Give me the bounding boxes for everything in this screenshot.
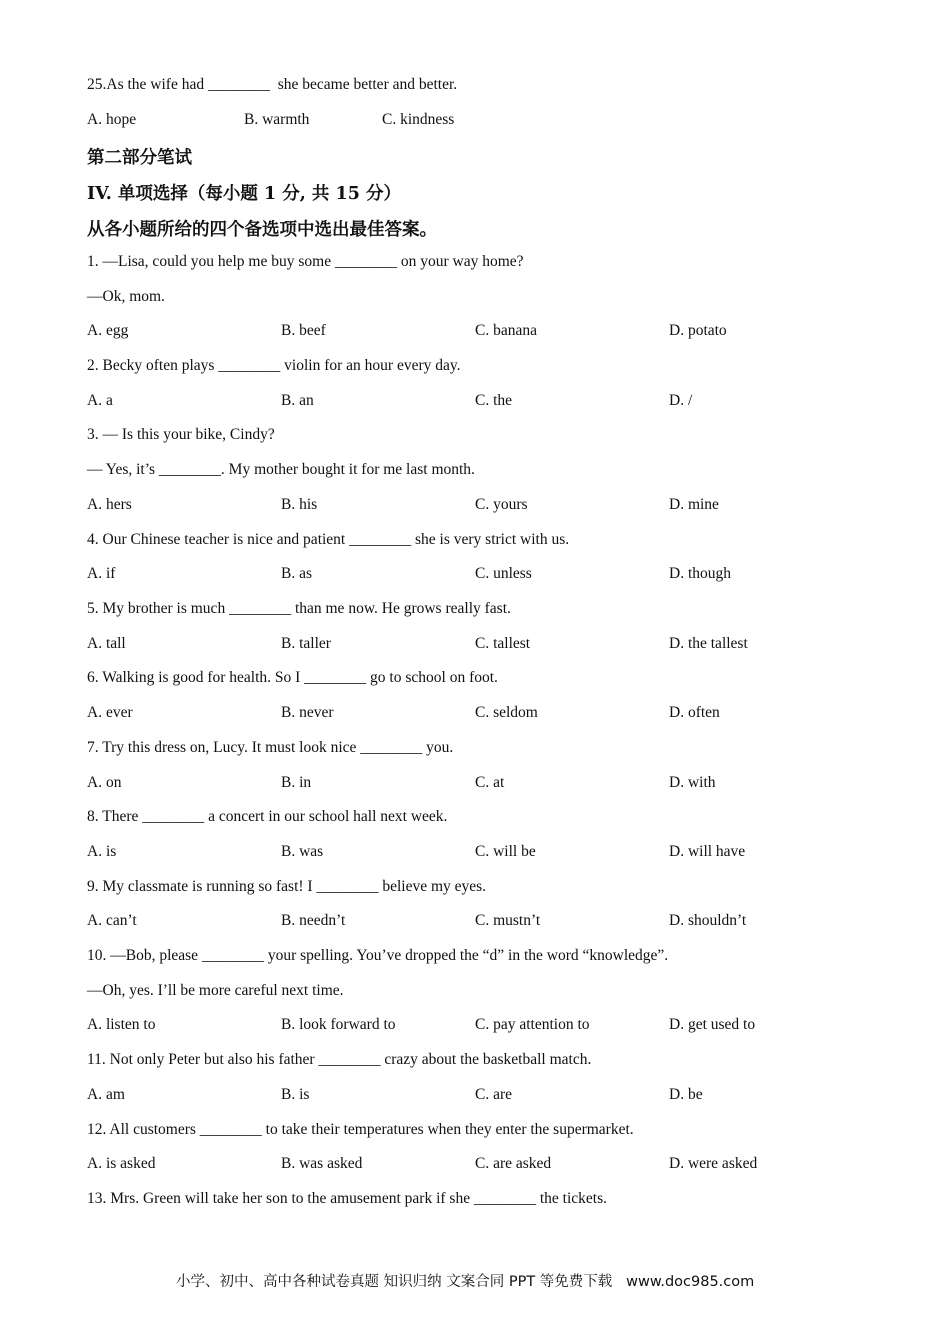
question-4-option-b: B. as: [281, 565, 312, 582]
question-8-option-c: C. will be: [475, 843, 536, 860]
question-1-option-d: D. potato: [669, 322, 727, 339]
question-3-option-a: A. hers: [87, 496, 132, 513]
question-8-option-b: B. was: [281, 843, 324, 860]
question-2-option-c: C. the: [475, 392, 513, 409]
question-11-option-d: D. be: [669, 1086, 703, 1103]
question-4-option-d: D. though: [669, 565, 731, 582]
question-11-option-b: B. is: [281, 1086, 310, 1103]
question-3-option-c: C. yours: [475, 496, 528, 513]
question-2-stem-line: 2. Becky often plays ________ violin for an hour every day.: [87, 357, 461, 374]
question-13-stem-line: 13. Mrs. Green will take her son to the amusement park if she ________ the tickets.: [87, 1190, 607, 1207]
question-10-option-c: C. pay attention to: [475, 1016, 590, 1033]
q25-option-c: C. kindness: [382, 111, 455, 128]
question-10-option-d: D. get used to: [669, 1016, 756, 1033]
question-4-stem-line: 4. Our Chinese teacher is nice and patient ________ she is very strict with us.: [87, 531, 570, 548]
question-3-stem-line: 3. — Is this your bike, Cindy?: [87, 426, 275, 443]
question-1-option-a: A. egg: [87, 322, 129, 339]
question-1-stem-line: —Ok, mom.: [87, 288, 165, 305]
question-9-option-a: A. can’t: [87, 912, 137, 929]
question-12-option-a: A. is asked: [87, 1155, 156, 1172]
question-8-stem-line: 8. There ________ a concert in our school hall next week.: [87, 808, 448, 825]
question-12-stem-line: 12. All customers ________ to take their temperatures when they enter the supermarket.: [87, 1121, 634, 1138]
question-2-option-a: A. a: [87, 392, 113, 409]
question-11-option-c: C. are: [475, 1086, 513, 1103]
question-5-option-a: A. tall: [87, 635, 126, 652]
question-5-option-c: C. tallest: [475, 635, 531, 652]
question-9-stem-line: 9. My classmate is running so fast! I ________ believe my eyes.: [87, 878, 487, 895]
question-7-option-a: A. on: [87, 774, 122, 791]
question-5-option-d: D. the tallest: [669, 635, 748, 652]
question-11-stem-line: 11. Not only Peter but also his father ________ crazy about the basketball match.: [87, 1051, 592, 1068]
question-1-stem-line: 1. —Lisa, could you help me buy some ________ on your way home?: [87, 253, 524, 270]
question-8-option-a: A. is: [87, 843, 117, 860]
question-10-stem-line: —Oh, yes. I’ll be more careful next time.: [87, 982, 344, 999]
question-7-option-c: C. at: [475, 774, 505, 791]
question-10-option-a: A. listen to: [87, 1016, 156, 1033]
question-6-option-a: A. ever: [87, 704, 133, 721]
part-title: 第二部分笔试: [87, 148, 192, 168]
question-11-option-a: A. am: [87, 1086, 125, 1103]
question-3-option-d: D. mine: [669, 496, 719, 513]
question-9-option-d: D. shouldn’t: [669, 912, 747, 929]
question-7-option-d: D. with: [669, 774, 716, 791]
question-10-option-b: B. look forward to: [281, 1016, 396, 1033]
section-title: IV. 单项选择（每小题 1 分, 共 15 分）: [87, 184, 401, 204]
q25-option-b: B. warmth: [244, 111, 310, 128]
question-3-option-b: B. his: [281, 496, 318, 513]
q25-stem: 25.As the wife had ________ she became better and better.: [87, 76, 458, 93]
question-5-option-b: B. taller: [281, 635, 331, 652]
question-9-option-c: C. mustn’t: [475, 912, 541, 929]
question-3-stem-line: — Yes, it’s ________. My mother bought it for me last month.: [87, 461, 475, 478]
question-7-stem-line: 7. Try this dress on, Lucy. It must look nice ________ you.: [87, 739, 454, 756]
question-8-option-d: D. will have: [669, 843, 746, 860]
question-6-stem-line: 6. Walking is good for health. So I ________ go to school on foot.: [87, 669, 498, 686]
question-4-option-c: C. unless: [475, 565, 532, 582]
q25-option-a: A. hope: [87, 111, 137, 128]
page-footer: 小学、初中、高中各种试卷真题 知识归纳 文案合同 PPT 等免费下载 www.doc985.com: [176, 1274, 755, 1290]
question-4-option-a: A. if: [87, 565, 116, 582]
question-7-option-b: B. in: [281, 774, 312, 791]
question-1-option-c: C. banana: [475, 322, 537, 339]
section-instruction: 从各小题所给的四个备选项中选出最佳答案。: [87, 220, 437, 240]
question-10-stem-line: 10. —Bob, please ________ your spelling. You’ve dropped the “d” in the word “knowledge”.: [87, 947, 669, 964]
question-12-option-b: B. was asked: [281, 1155, 363, 1172]
question-9-option-b: B. needn’t: [281, 912, 346, 929]
question-12-option-c: C. are asked: [475, 1155, 552, 1172]
question-12-option-d: D. were asked: [669, 1155, 758, 1172]
question-2-option-b: B. an: [281, 392, 314, 409]
question-6-option-b: B. never: [281, 704, 334, 721]
question-2-option-d: D. /: [669, 392, 693, 409]
question-6-option-c: C. seldom: [475, 704, 538, 721]
question-1-option-b: B. beef: [281, 322, 326, 339]
question-6-option-d: D. often: [669, 704, 720, 721]
question-5-stem-line: 5. My brother is much ________ than me now. He grows really fast.: [87, 600, 511, 617]
